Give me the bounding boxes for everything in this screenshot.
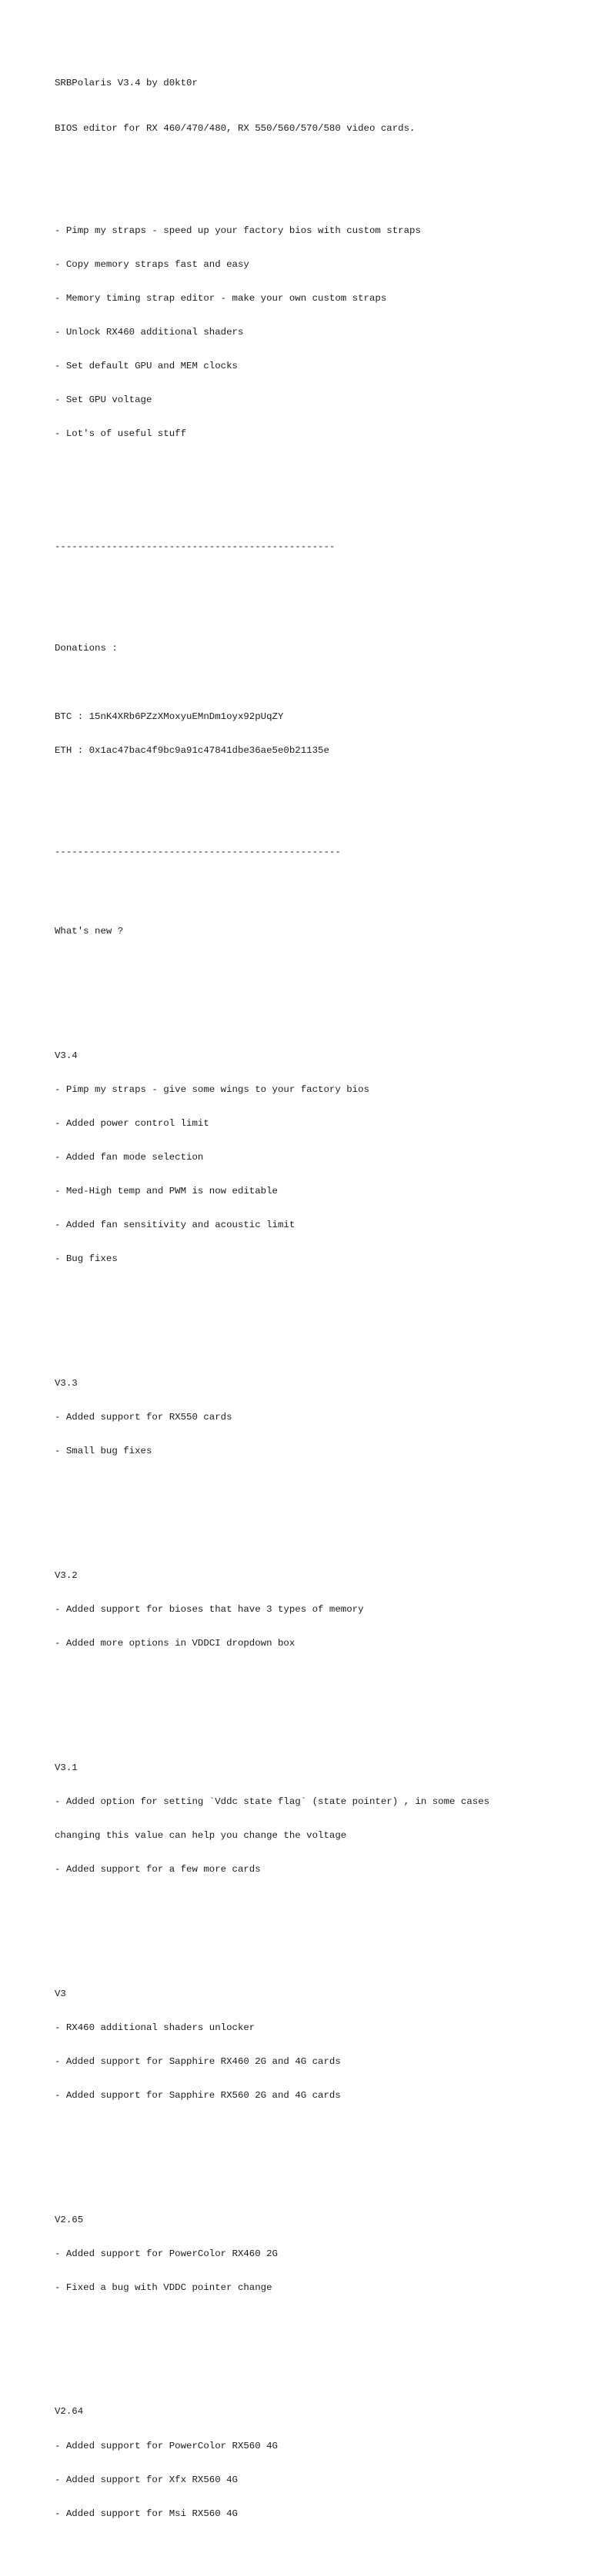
feature-item: - Pimp my straps - speed up your factory bios with custom straps (55, 225, 421, 236)
release-block (55, 2384, 578, 2542)
separator-line: -------------------------------------------------- (55, 846, 341, 857)
release-version: V2.64 (55, 2406, 84, 2418)
release-note: - Added more options in VDDCI dropdown box (55, 1637, 296, 1649)
release-note: - Added support for PowerColor RX560 4G (55, 2440, 278, 2451)
release-note: - Added support for RX550 cards (55, 1411, 232, 1423)
release-note: - Added power control limit (55, 1117, 209, 1129)
release-version: V3.3 (55, 1377, 78, 1389)
eth-address: ETH : 0x1ac47bac4f9bc9a91c47841dbe36ae5e0b21135e (55, 744, 329, 756)
release-block (55, 1965, 578, 2124)
release-block (55, 1547, 578, 1672)
release-note: - Added support for Xfx RX560 4G (55, 2474, 238, 2485)
feature-item: - Set default GPU and MEM clocks (55, 360, 238, 371)
feature-item: - Copy memory straps fast and easy (55, 258, 249, 270)
release-block (55, 1355, 578, 1479)
release-note: - RX460 additional shaders unlocker (55, 2022, 255, 2033)
release-note: - Added support for PowerColor RX460 2G (55, 2248, 278, 2259)
feature-item: - Unlock RX460 additional shaders (55, 326, 244, 338)
readme-document (55, 55, 578, 2576)
document-title: SRBPolaris V3.4 by d0kt0r (55, 78, 198, 89)
release-note: - Added support for Sapphire RX560 2G and 4G cards (55, 2089, 341, 2101)
feature-item: - Set GPU voltage (55, 394, 152, 405)
donations-heading: Donations : (55, 643, 118, 654)
document-description: BIOS editor for RX 460/470/480, RX 550/560/570/580 video cards. (55, 123, 416, 135)
release-note: - Added support for Msi RX560 4G (55, 2508, 238, 2519)
release-note: - Added fan mode selection (55, 1151, 204, 1163)
release-note: - Added fan sensitivity and acoustic limit (55, 1220, 296, 1230)
release-note: - Added option for setting `Vddc state flag` (state pointer) , in some cases (55, 1796, 490, 1807)
release-version: V3.4 (55, 1050, 78, 1061)
donations-section (55, 621, 578, 779)
feature-item: - Memory timing strap editor - make your own custom straps (55, 292, 387, 304)
release-note: - Bug fixes (55, 1253, 118, 1265)
release-version: V3.1 (55, 1762, 78, 1773)
release-note: - Added support for bioses that have 3 types of memory (55, 1603, 364, 1615)
release-version: V3.2 (55, 1569, 78, 1581)
whats-new-heading: What's new ? (55, 925, 124, 937)
release-note: - Pimp my straps - give some wings to your factory bios (55, 1083, 369, 1095)
release-block (55, 1027, 578, 1287)
release-note: - Added support for a few more cards (55, 1863, 261, 1875)
release-version: V3 (55, 1988, 66, 1999)
feature-item: - Lot's of useful stuff (55, 428, 187, 440)
release-note: - Med-High temp and PWM is now editable (55, 1185, 278, 1196)
release-version: V2.65 (55, 2214, 84, 2225)
separator-line: ------------------------------------------------- (55, 541, 336, 553)
release-note: - Small bug fixes (55, 1445, 152, 1456)
release-block (55, 2192, 578, 2316)
feature-list (55, 202, 578, 462)
changelog (55, 1005, 578, 2565)
release-note: changing this value can help you change the voltage (55, 1829, 347, 1841)
btc-address: BTC : 15nK4XRb6PZzXMoxyuEMnDm1oyx92pUqZY (55, 711, 284, 722)
release-note: - Fixed a bug with VDDC pointer change (55, 2281, 272, 2293)
release-note: - Added support for Sapphire RX460 2G and 4G cards (55, 2055, 341, 2067)
release-block (55, 1739, 578, 1898)
